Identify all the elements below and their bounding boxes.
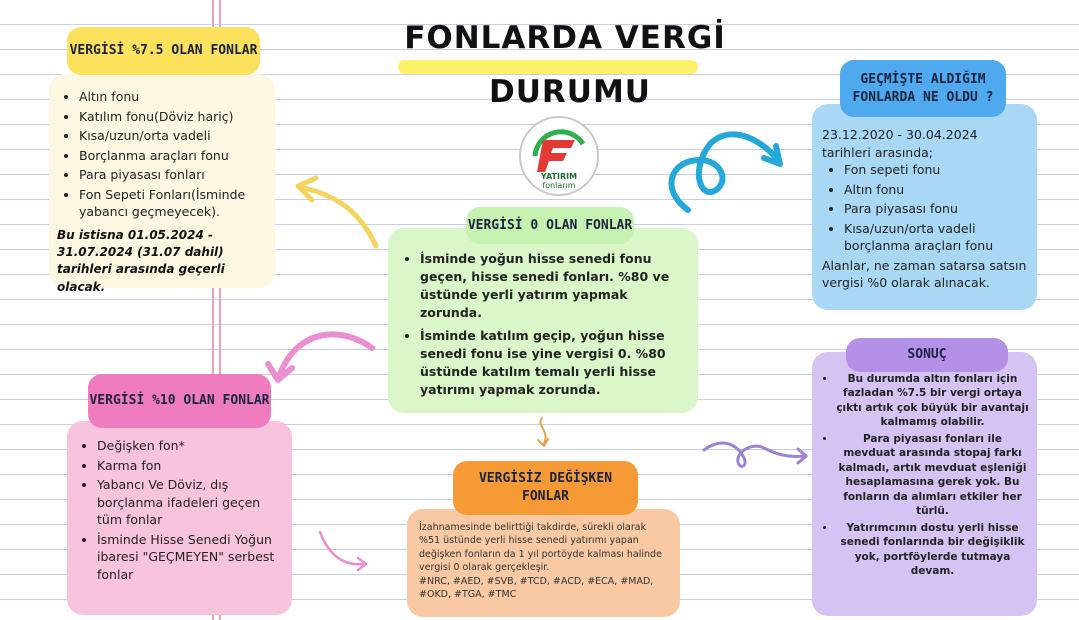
tax0-box (388, 228, 698, 413)
past-title: GEÇMİŞTE ALDIĞIM FONLARDA NE OLDU ? (840, 60, 1006, 117)
list-item: • Para piyasası fonları ile mevduat arasında stopaj farkı kalmadı, artık mevduat eşleniği hesaplamasına gerek yok. Bu fonların da alımları etkiler her türlü. (836, 432, 1029, 519)
logo (519, 116, 599, 196)
tax75-note: Bu istisna 01.05.2024 - 31.07.2024 (31.07 dahil) tarihleri arasında geçerli olacak. (57, 227, 225, 294)
list-item: • Altın fonu (844, 181, 1027, 199)
list-item: • İsminde Hisse Senedi Yoğun ibaresi "GEÇMEYEN" serbest fonlar (97, 531, 282, 584)
tax0-list (398, 250, 686, 399)
result-title: SONUÇ (846, 338, 1008, 372)
tax0-title: VERGİSİ 0 OLAN FONLAR (466, 207, 634, 244)
variable-codes: #NRC, #AED, #SVB, #TCD, #ACD, #ECA, #MAD, #OKD, #TGA, #TMC (419, 575, 654, 601)
title-highlight (398, 60, 698, 74)
list-item: • Kısa/uzun/orta vadeli (79, 127, 263, 145)
tax10-title: VERGİSİ %10 OLAN FONLAR (88, 374, 271, 428)
logo-f-icon (521, 126, 597, 178)
list-item: • Fon sepeti fonu (844, 161, 1027, 179)
list-item: • Bu durumda altın fonları için fazladan %7.5 bir vergi ortaya çıktı artık çok büyük bir avantajı kalmamış olabilir. (836, 372, 1029, 430)
tax75-list (57, 88, 263, 221)
arrow-orange-small-icon (534, 416, 558, 452)
list-item: • Yabancı Ve Döviz, dış borçlanma ifadeleri geçen tüm fonlar (97, 476, 282, 529)
page-title-line2: DURUMU (489, 74, 651, 110)
list-item: • İsminde katılım geçip, yoğun hisse senedi fonu ise yine vergisi 0. %80 üstünde katılım temalı yerli hisse yatırımı yapmak zorunda. (420, 327, 686, 400)
logo-sub: fonlarım (542, 181, 576, 190)
logo-name: YATIRIM (540, 172, 578, 181)
page-title-line1: FONLARDA VERGİ (404, 20, 726, 56)
past-outro: Alanlar, ne zaman satarsa satsın vergisi %0 olarak alınacak. (822, 257, 1027, 290)
list-item: • Karma fon (97, 457, 282, 475)
list-item: • Fon Sepeti Fonları(İsminde yabancı geçmeyecek). (79, 186, 263, 221)
variable-box (407, 509, 680, 617)
arrow-blue-icon (660, 120, 790, 220)
list-item: • Yatırımcının dostu yerli hisse senedi fonlarında bir değişiklik yok, portföylerde tutmaya devam. (836, 521, 1029, 579)
arrow-purple-icon (700, 436, 812, 476)
list-item: • Değişken fon* (97, 437, 282, 455)
arrow-pink-small-icon (316, 528, 370, 576)
list-item: • Para piyasası fonları (79, 166, 263, 184)
result-list (818, 372, 1029, 579)
list-item: • Borçlanma araçları fonu (79, 147, 263, 165)
list-item: • Katılım fonu(Döviz hariç) (79, 108, 263, 126)
tax10-list (75, 437, 282, 583)
past-intro: 23.12.2020 - 30.04.2024 tarihleri arasında; (822, 127, 978, 160)
arrow-yellow-icon (290, 170, 390, 260)
past-box (812, 104, 1037, 310)
tax75-box (49, 74, 275, 294)
tax10-box (67, 421, 292, 615)
arrow-pink-icon (262, 318, 382, 398)
past-list (822, 161, 1027, 255)
result-box (812, 352, 1037, 616)
list-item: • Para piyasası fonu (844, 200, 1027, 218)
variable-title: VERGİSİZ DEĞİŞKEN FONLAR (453, 461, 638, 515)
list-item: • Kısa/uzun/orta vadeli borçlanma araçları fonu (844, 220, 1027, 255)
list-item: • İsminde yoğun hisse senedi fonu geçen, hisse senedi fonları. %80 ve üstünde yerli yatırım yapmak zorunda. (420, 250, 686, 323)
tax75-title: VERGİSİ %7.5 OLAN FONLAR (67, 27, 260, 75)
list-item: • Altın fonu (79, 88, 263, 106)
variable-text: İzahnamesinde belirttiği takdirde, sürekli olarak %51 üstünde yerli hisse senedi yatırımı yapan değişken fonların da 1 yıl portöyde kalması halinde vergisi 0 olarak gerçekleşir. (419, 522, 662, 574)
